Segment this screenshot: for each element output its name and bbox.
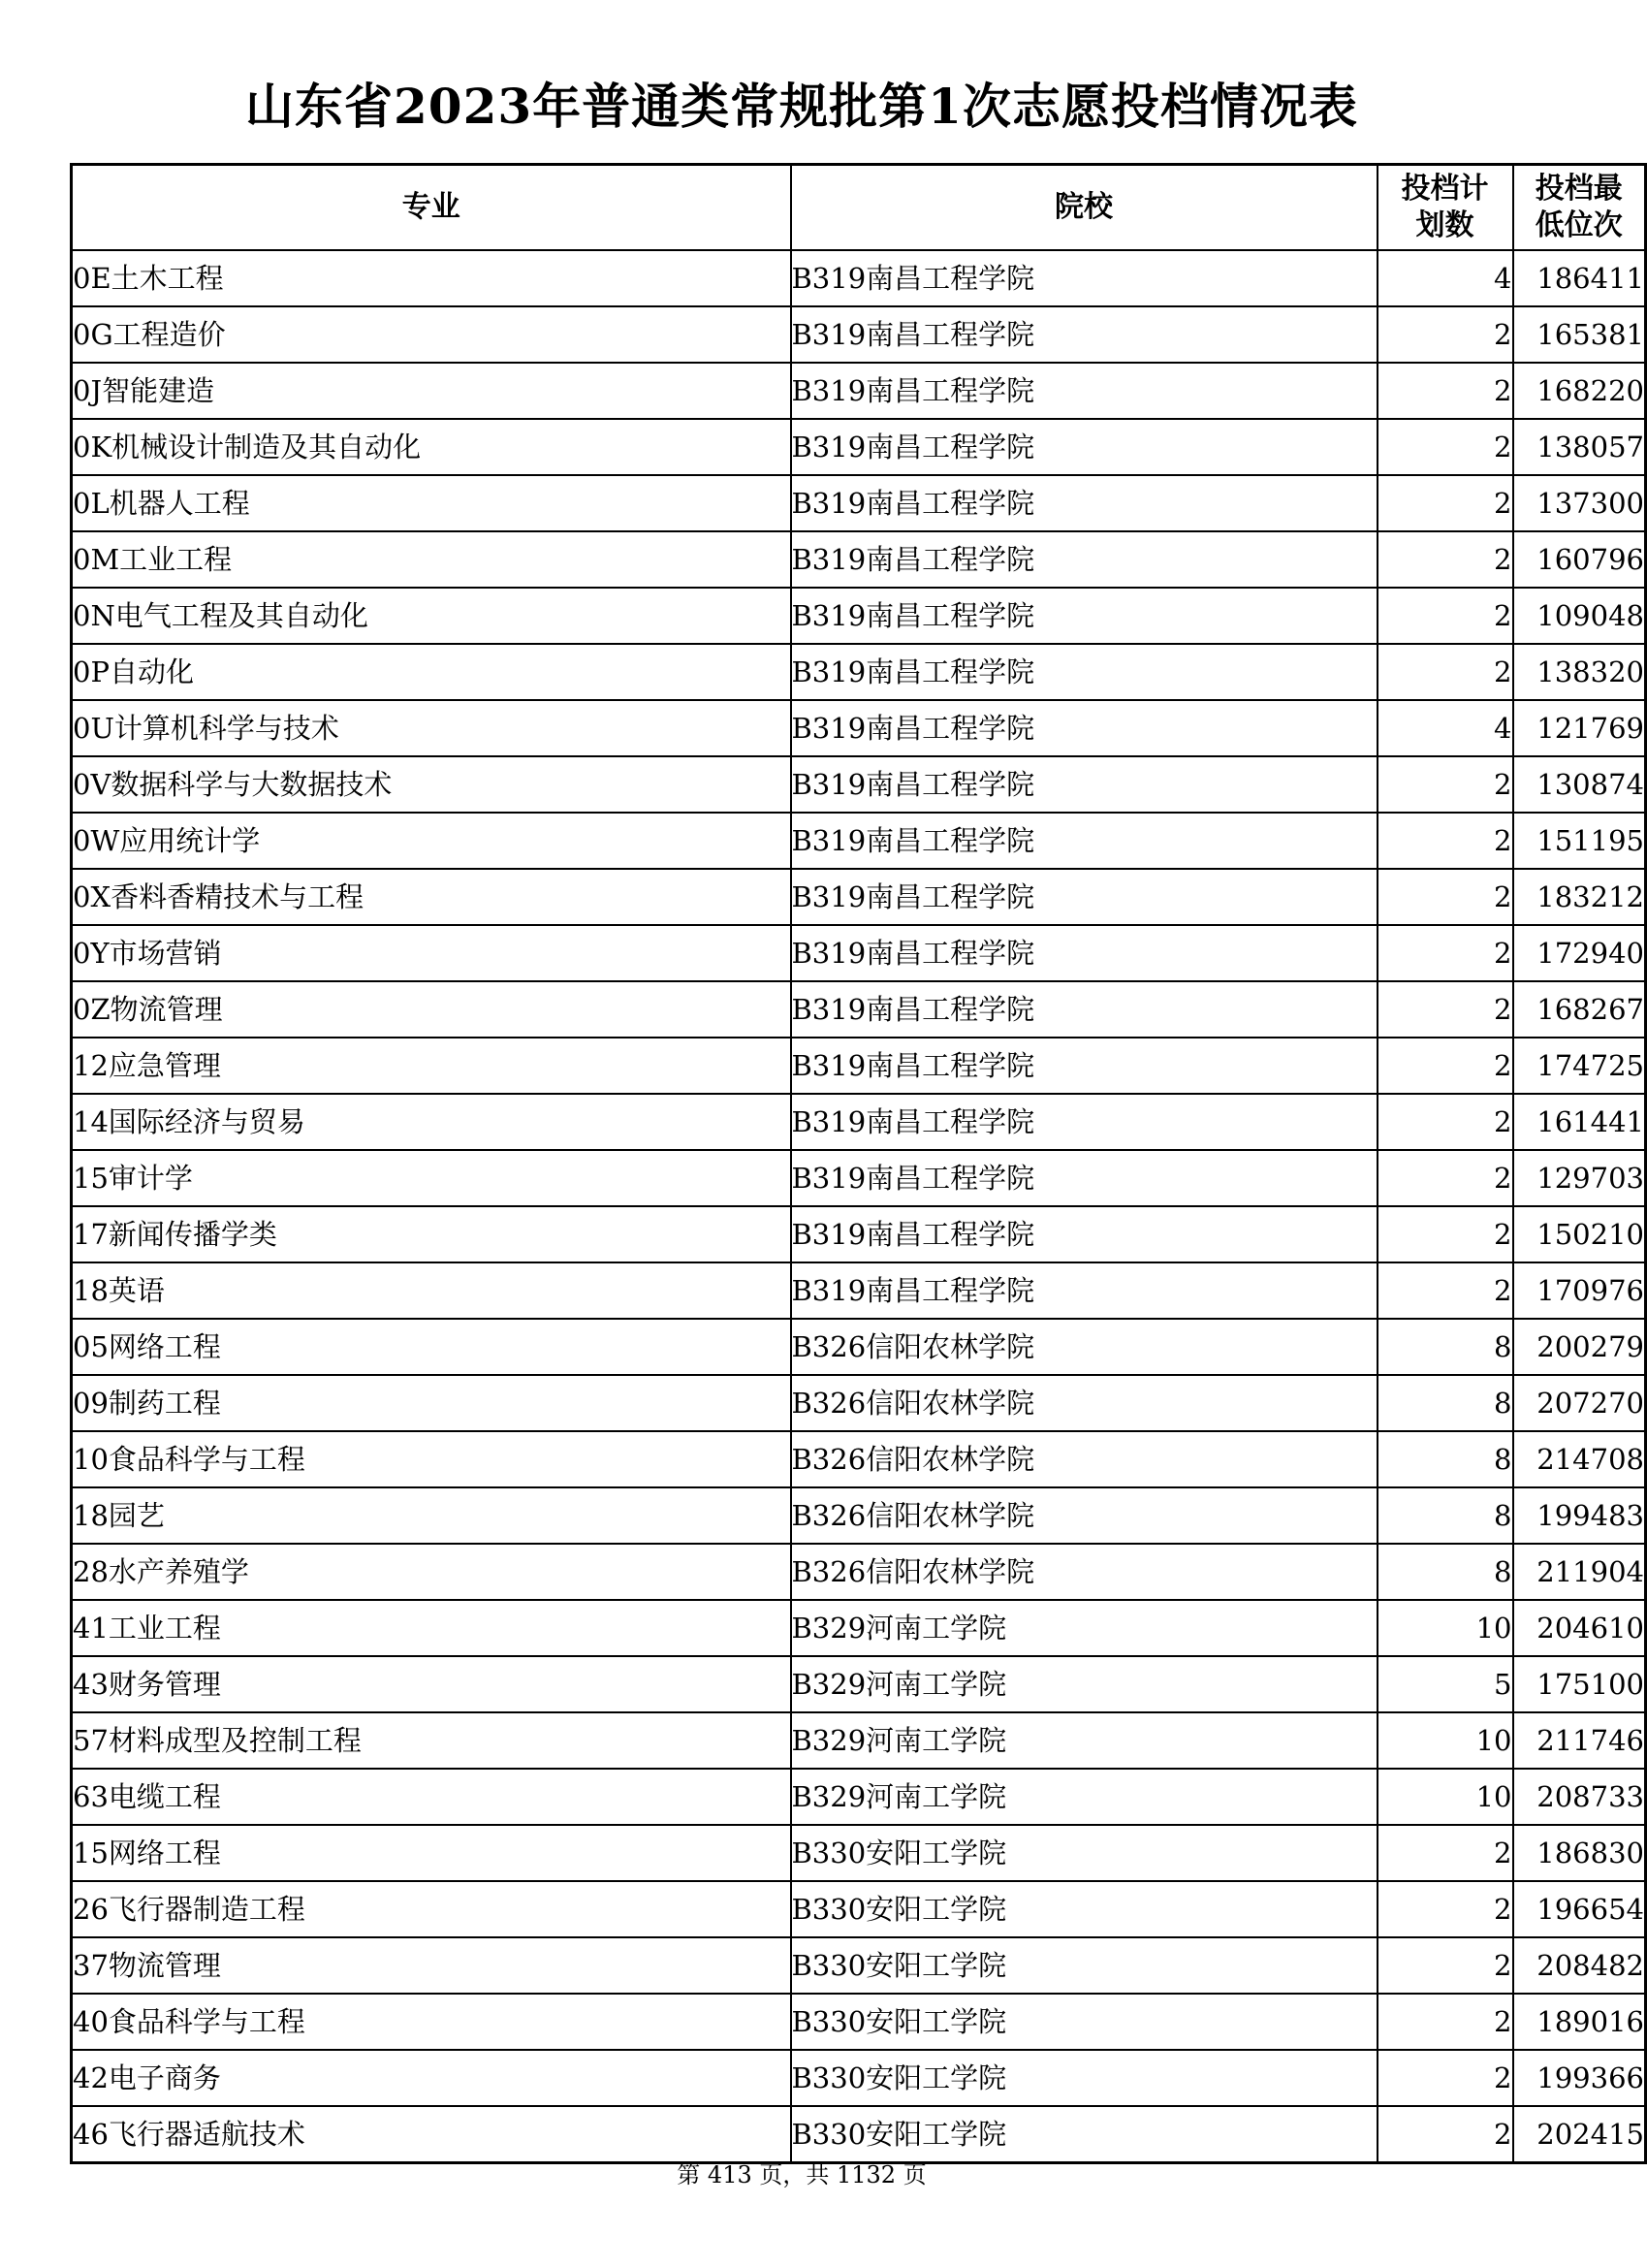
plan-count-cell: 2 <box>1378 2106 1513 2163</box>
plan-count-cell: 4 <box>1378 250 1513 306</box>
table-row <box>72 1544 1646 1600</box>
header-major: 专业 <box>72 165 791 251</box>
plan-count-cell: 2 <box>1378 981 1513 1038</box>
major-cell: 28水产养殖学 <box>72 1544 791 1600</box>
admission-table <box>70 163 1647 2164</box>
plan-count-cell: 2 <box>1378 813 1513 869</box>
min-rank-cell: 175100 <box>1513 1656 1646 1712</box>
min-rank-cell: 168267 <box>1513 981 1646 1038</box>
school-cell: B326信阳农林学院 <box>791 1487 1378 1544</box>
min-rank-cell: 186411 <box>1513 250 1646 306</box>
school-cell: B319南昌工程学院 <box>791 981 1378 1038</box>
min-rank-cell: 211746 <box>1513 1712 1646 1769</box>
plan-count-cell: 5 <box>1378 1656 1513 1712</box>
table-row <box>72 363 1646 419</box>
major-cell: 0Y市场营销 <box>72 925 791 981</box>
school-cell: B326信阳农林学院 <box>791 1544 1378 1600</box>
plan-count-cell: 2 <box>1378 531 1513 588</box>
major-cell: 63电缆工程 <box>72 1769 791 1825</box>
school-cell: B319南昌工程学院 <box>791 475 1378 531</box>
major-cell: 05网络工程 <box>72 1319 791 1375</box>
school-cell: B330安阳工学院 <box>791 2050 1378 2106</box>
table-row <box>72 419 1646 475</box>
school-cell: B319南昌工程学院 <box>791 1206 1378 1262</box>
plan-count-cell: 8 <box>1378 1487 1513 1544</box>
major-cell: 0K机械设计制造及其自动化 <box>72 419 791 475</box>
major-cell: 42电子商务 <box>72 2050 791 2106</box>
plan-count-cell: 2 <box>1378 1206 1513 1262</box>
table-row <box>72 1150 1646 1206</box>
school-cell: B319南昌工程学院 <box>791 925 1378 981</box>
plan-count-cell: 2 <box>1378 475 1513 531</box>
plan-count-cell: 2 <box>1378 588 1513 644</box>
plan-count-cell: 2 <box>1378 644 1513 700</box>
min-rank-cell: 138057 <box>1513 419 1646 475</box>
plan-count-cell: 10 <box>1378 1769 1513 1825</box>
min-rank-cell: 208733 <box>1513 1769 1646 1825</box>
min-rank-cell: 151195 <box>1513 813 1646 869</box>
table-row <box>72 250 1646 306</box>
min-rank-cell: 161441 <box>1513 1094 1646 1150</box>
major-cell: 0Z物流管理 <box>72 981 791 1038</box>
school-cell: B330安阳工学院 <box>791 1994 1378 2050</box>
school-cell: B319南昌工程学院 <box>791 756 1378 813</box>
school-cell: B319南昌工程学院 <box>791 700 1378 756</box>
table-header-row <box>72 165 1646 251</box>
table-row <box>72 1094 1646 1150</box>
school-cell: B319南昌工程学院 <box>791 813 1378 869</box>
plan-count-cell: 2 <box>1378 306 1513 363</box>
table-row <box>72 1262 1646 1319</box>
plan-count-cell: 8 <box>1378 1544 1513 1600</box>
table-row <box>72 2050 1646 2106</box>
page-footer: 第 413 页，共 1132 页 <box>677 2161 927 2188</box>
header-school: 院校 <box>791 165 1378 251</box>
plan-count-cell: 2 <box>1378 1262 1513 1319</box>
major-cell: 0P自动化 <box>72 644 791 700</box>
table-row <box>72 1038 1646 1094</box>
major-cell: 26飞行器制造工程 <box>72 1881 791 1937</box>
plan-count-cell: 2 <box>1378 756 1513 813</box>
major-cell: 0X香料香精技术与工程 <box>72 869 791 925</box>
min-rank-cell: 202415 <box>1513 2106 1646 2163</box>
min-rank-cell: 121769 <box>1513 700 1646 756</box>
table-row <box>72 700 1646 756</box>
plan-count-cell: 4 <box>1378 700 1513 756</box>
table-row <box>72 756 1646 813</box>
major-cell: 0W应用统计学 <box>72 813 791 869</box>
school-cell: B319南昌工程学院 <box>791 419 1378 475</box>
min-rank-cell: 208482 <box>1513 1937 1646 1994</box>
plan-count-cell: 2 <box>1378 2050 1513 2106</box>
min-rank-cell: 196654 <box>1513 1881 1646 1937</box>
school-cell: B329河南工学院 <box>791 1600 1378 1656</box>
major-cell: 12应急管理 <box>72 1038 791 1094</box>
min-rank-cell: 150210 <box>1513 1206 1646 1262</box>
plan-count-cell: 10 <box>1378 1600 1513 1656</box>
min-rank-cell: 214708 <box>1513 1431 1646 1487</box>
table-row <box>72 1769 1646 1825</box>
plan-count-cell: 2 <box>1378 363 1513 419</box>
plan-count-cell: 2 <box>1378 869 1513 925</box>
plan-count-cell: 8 <box>1378 1375 1513 1431</box>
major-cell: 18园艺 <box>72 1487 791 1544</box>
table-row <box>72 1656 1646 1712</box>
plan-count-cell: 2 <box>1378 1038 1513 1094</box>
min-rank-cell: 170976 <box>1513 1262 1646 1319</box>
table-row <box>72 644 1646 700</box>
table-row <box>72 813 1646 869</box>
school-cell: B319南昌工程学院 <box>791 1038 1378 1094</box>
school-cell: B330安阳工学院 <box>791 1937 1378 1994</box>
school-cell: B326信阳农林学院 <box>791 1319 1378 1375</box>
plan-count-cell: 2 <box>1378 1150 1513 1206</box>
table-row <box>72 1206 1646 1262</box>
table-row <box>72 1881 1646 1937</box>
min-rank-cell: 109048 <box>1513 588 1646 644</box>
major-cell: 41工业工程 <box>72 1600 791 1656</box>
plan-count-cell: 8 <box>1378 1431 1513 1487</box>
school-cell: B319南昌工程学院 <box>791 1262 1378 1319</box>
table-body <box>72 250 1646 2163</box>
table-row <box>72 1825 1646 1881</box>
min-rank-cell: 138320 <box>1513 644 1646 700</box>
school-cell: B319南昌工程学院 <box>791 1094 1378 1150</box>
major-cell: 0J智能建造 <box>72 363 791 419</box>
major-cell: 09制药工程 <box>72 1375 791 1431</box>
school-cell: B330安阳工学院 <box>791 1825 1378 1881</box>
table-row <box>72 1487 1646 1544</box>
min-rank-cell: 174725 <box>1513 1038 1646 1094</box>
major-cell: 14国际经济与贸易 <box>72 1094 791 1150</box>
major-cell: 0G工程造价 <box>72 306 791 363</box>
table-row <box>72 869 1646 925</box>
table-row <box>72 2106 1646 2163</box>
major-cell: 0V数据科学与大数据技术 <box>72 756 791 813</box>
table-row <box>72 1994 1646 2050</box>
school-cell: B319南昌工程学院 <box>791 588 1378 644</box>
header-plan <box>1378 165 1513 251</box>
min-rank-cell: 129703 <box>1513 1150 1646 1206</box>
major-cell: 57材料成型及控制工程 <box>72 1712 791 1769</box>
min-rank-cell: 137300 <box>1513 475 1646 531</box>
table-row <box>72 1319 1646 1375</box>
table-row <box>72 1937 1646 1994</box>
min-rank-cell: 199366 <box>1513 2050 1646 2106</box>
school-cell: B319南昌工程学院 <box>791 363 1378 419</box>
header-plan-line1: 投档计 <box>1401 172 1489 206</box>
major-cell: 40食品科学与工程 <box>72 1994 791 2050</box>
min-rank-cell: 186830 <box>1513 1825 1646 1881</box>
major-cell: 37物流管理 <box>72 1937 791 1994</box>
table-row <box>72 1712 1646 1769</box>
major-cell: 0N电气工程及其自动化 <box>72 588 791 644</box>
min-rank-cell: 183212 <box>1513 869 1646 925</box>
table-row <box>72 925 1646 981</box>
plan-count-cell: 2 <box>1378 1825 1513 1881</box>
plan-count-cell: 2 <box>1378 1881 1513 1937</box>
school-cell: B319南昌工程学院 <box>791 250 1378 306</box>
min-rank-cell: 165381 <box>1513 306 1646 363</box>
major-cell: 17新闻传播学类 <box>72 1206 791 1262</box>
school-cell: B329河南工学院 <box>791 1712 1378 1769</box>
major-cell: 10食品科学与工程 <box>72 1431 791 1487</box>
school-cell: B330安阳工学院 <box>791 1881 1378 1937</box>
plan-count-cell: 8 <box>1378 1319 1513 1375</box>
header-rank-line2: 低位次 <box>1535 208 1623 242</box>
min-rank-cell: 204610 <box>1513 1600 1646 1656</box>
major-cell: 15网络工程 <box>72 1825 791 1881</box>
header-plan-line2: 划数 <box>1415 208 1474 242</box>
school-cell: B329河南工学院 <box>791 1656 1378 1712</box>
school-cell: B319南昌工程学院 <box>791 644 1378 700</box>
school-cell: B319南昌工程学院 <box>791 1150 1378 1206</box>
min-rank-cell: 207270 <box>1513 1375 1646 1431</box>
plan-count-cell: 2 <box>1378 925 1513 981</box>
major-cell: 0E土木工程 <box>72 250 791 306</box>
school-cell: B319南昌工程学院 <box>791 869 1378 925</box>
plan-count-cell: 10 <box>1378 1712 1513 1769</box>
major-cell: 15审计学 <box>72 1150 791 1206</box>
plan-count-cell: 2 <box>1378 1937 1513 1994</box>
page-title: 山东省2023年普通类常规批第1次志愿投档情况表 <box>245 78 1358 135</box>
min-rank-cell: 160796 <box>1513 531 1646 588</box>
plan-count-cell: 2 <box>1378 419 1513 475</box>
header-rank <box>1513 165 1646 251</box>
table-row <box>72 1600 1646 1656</box>
school-cell: B319南昌工程学院 <box>791 306 1378 363</box>
major-cell: 43财务管理 <box>72 1656 791 1712</box>
min-rank-cell: 189016 <box>1513 1994 1646 2050</box>
table-row <box>72 475 1646 531</box>
table-row <box>72 306 1646 363</box>
header-rank-line1: 投档最 <box>1535 172 1623 206</box>
table-row <box>72 588 1646 644</box>
min-rank-cell: 200279 <box>1513 1319 1646 1375</box>
major-cell: 18英语 <box>72 1262 791 1319</box>
table-row <box>72 981 1646 1038</box>
major-cell: 0M工业工程 <box>72 531 791 588</box>
major-cell: 0U计算机科学与技术 <box>72 700 791 756</box>
min-rank-cell: 130874 <box>1513 756 1646 813</box>
school-cell: B329河南工学院 <box>791 1769 1378 1825</box>
school-cell: B319南昌工程学院 <box>791 531 1378 588</box>
major-cell: 46飞行器适航技术 <box>72 2106 791 2163</box>
min-rank-cell: 172940 <box>1513 925 1646 981</box>
min-rank-cell: 168220 <box>1513 363 1646 419</box>
plan-count-cell: 2 <box>1378 1094 1513 1150</box>
school-cell: B330安阳工学院 <box>791 2106 1378 2163</box>
table-row <box>72 1431 1646 1487</box>
school-cell: B326信阳农林学院 <box>791 1375 1378 1431</box>
min-rank-cell: 211904 <box>1513 1544 1646 1600</box>
table-row <box>72 1375 1646 1431</box>
major-cell: 0L机器人工程 <box>72 475 791 531</box>
school-cell: B326信阳农林学院 <box>791 1431 1378 1487</box>
table-row <box>72 531 1646 588</box>
min-rank-cell: 199483 <box>1513 1487 1646 1544</box>
plan-count-cell: 2 <box>1378 1994 1513 2050</box>
